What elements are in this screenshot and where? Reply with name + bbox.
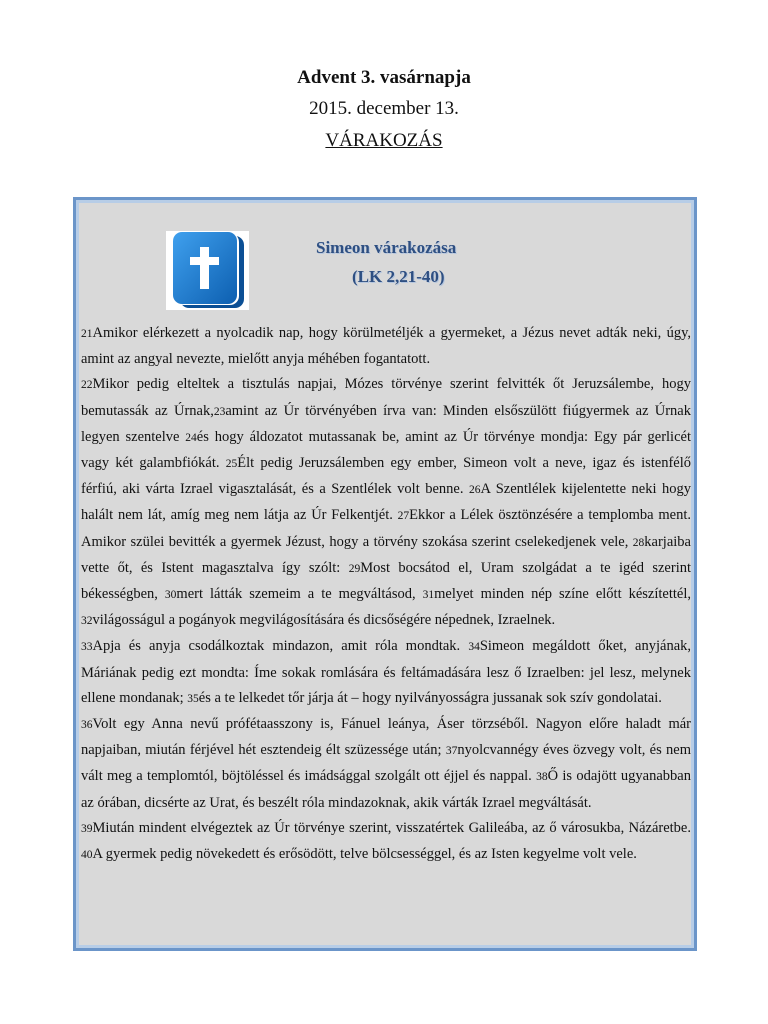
verse-text: amint az Úr törvényében írva van: Minden elsőszülött fiúgyermek az Úrnak legyen szentelve xyxy=(81,402,691,445)
verse-number: 30 xyxy=(164,589,177,602)
verse-text: melyet minden nép színe előtt készítettél, xyxy=(434,586,692,603)
passage-text xyxy=(81,321,691,868)
verse-number: 39 xyxy=(81,822,93,835)
passage-reference: (LK 2,21-40) xyxy=(352,267,445,286)
bible-cross-icon xyxy=(166,231,249,310)
verse-text: A Szentlélek kijelentette neki hogy halált nem lát, amíg meg nem látja az Úr Felkentjét. xyxy=(81,481,691,524)
verse-text: és hogy áldozatot mutassanak be, amint az Úr törvénye mondja: Egy pár gerlicét vagy két galambfiókát. xyxy=(81,428,691,472)
verse-text: Miután mindent elvégeztek az Úr törvénye szerint, visszatértek Galileába, az ő városukba, Názáretbe. xyxy=(92,819,691,836)
verse-text: Mikor pedig elteltek a tisztulás napjai, Mózes törvénye szerint felvitték őt Jeruzsálembe, hogy bemutassák az Úrnak, xyxy=(81,376,691,419)
verse-text: Amikor elérkezett a nyolcadik nap, hogy körülmetéljék a gyermeket, a Jézus nevet adták neki, úgy, amint az angyal nevezte, mielőtt anyja méhében fogantatott. xyxy=(81,325,691,368)
verse-text: Volt egy Anna nevű prófétaasszony is, Fánuel leánya, Áser törzséből. Nagyon előre haladt már napjaiban, miután férjével hét esztendeig élt szüzessége után; xyxy=(81,716,691,759)
verse-number: 36 xyxy=(81,719,93,732)
verse-text: Élt pedig Jeruzsálemben egy ember, Simeon volt a neve, igaz és istenfélő férfiú, aki várta Izrael vigasztalását, és a Szentlélek volt benne. xyxy=(81,455,691,498)
verse-text: Most bocsátod el, Uram szolgádat a te igéd szerint békességben, xyxy=(81,559,692,603)
verse-number: 38 xyxy=(536,771,548,784)
verse-number: 25 xyxy=(225,458,238,471)
verse-text: Simeon megáldott őket, anyjának, Máriának pedig ezt mondta: Íme sokak romlására és feltámadására lesz ő Izraelben: jel lesz, melynek ellene mondanak; xyxy=(81,638,692,706)
verse-number: 26 xyxy=(469,484,481,497)
verse-paragraph xyxy=(81,321,691,372)
verse-number: 28 xyxy=(632,536,645,549)
verse-number: 22 xyxy=(81,379,93,392)
verse-text: Ekkor a Lélek ösztönzésére a templomba ment. Amikor szülei bevitték a gyermek Jézust, hogy a törvény szokása szerint cselekedjenek vele, xyxy=(81,507,691,550)
verse-text: mert látták szemeim a te megváltásod, xyxy=(176,586,423,603)
verse-number: 34 xyxy=(468,641,480,654)
verse-text: nyolcvannégy éves özvegy volt, és nem vált meg a templomtól, böjtöléssel és imádsággal szolgált ott éjjel és nappal. xyxy=(81,742,691,785)
passage-title: Simeon várakozása xyxy=(316,238,457,257)
verse-text: és a te lelkedet tőr járja át – hogy nyilványosságra jussanak sok szív gondolatai. xyxy=(198,689,662,706)
verse-text: Apja és anyja csodálkoztak mindazon, amit róla mondtak. xyxy=(92,638,469,655)
page-title: Advent 3. vasárnapja xyxy=(297,67,471,88)
verse-number: 37 xyxy=(445,745,458,758)
verse-number: 27 xyxy=(397,510,410,523)
page-subtitle: VÁRAKOZÁS xyxy=(325,130,443,151)
verse-number: 29 xyxy=(348,562,361,575)
verse-number: 21 xyxy=(81,328,93,340)
verse-number: 31 xyxy=(422,589,435,602)
scripture-box xyxy=(73,197,697,951)
verse-paragraph xyxy=(81,816,691,868)
verse-number: 32 xyxy=(81,615,93,628)
verse-number: 23 xyxy=(213,405,226,418)
verse-text: Ő is odajött ugyanabban az órában, dicsérte az Urat, és beszélt róla mindazoknak, akik várták Izrael megváltását. xyxy=(81,768,691,811)
verse-text: A gyermek pedig növekedett és erősödött, telve bölcsességgel, és az Isten kegyelme volt vele. xyxy=(92,846,637,863)
verse-number: 40 xyxy=(81,849,93,862)
verse-paragraph xyxy=(81,634,691,712)
verse-number: 33 xyxy=(81,641,93,654)
verse-number: 35 xyxy=(187,692,199,705)
verse-paragraph xyxy=(81,372,691,634)
page-date: 2015. december 13. xyxy=(309,98,459,119)
verse-text: karjaiba vette őt, és Istent magasztalva így szólt: xyxy=(81,533,691,576)
verse-text: világosságul a pogányok megvilágosítására és dicsőségére népednek, Izraelnek. xyxy=(92,612,556,629)
verse-paragraph xyxy=(81,712,691,816)
verse-number: 24 xyxy=(185,431,197,444)
